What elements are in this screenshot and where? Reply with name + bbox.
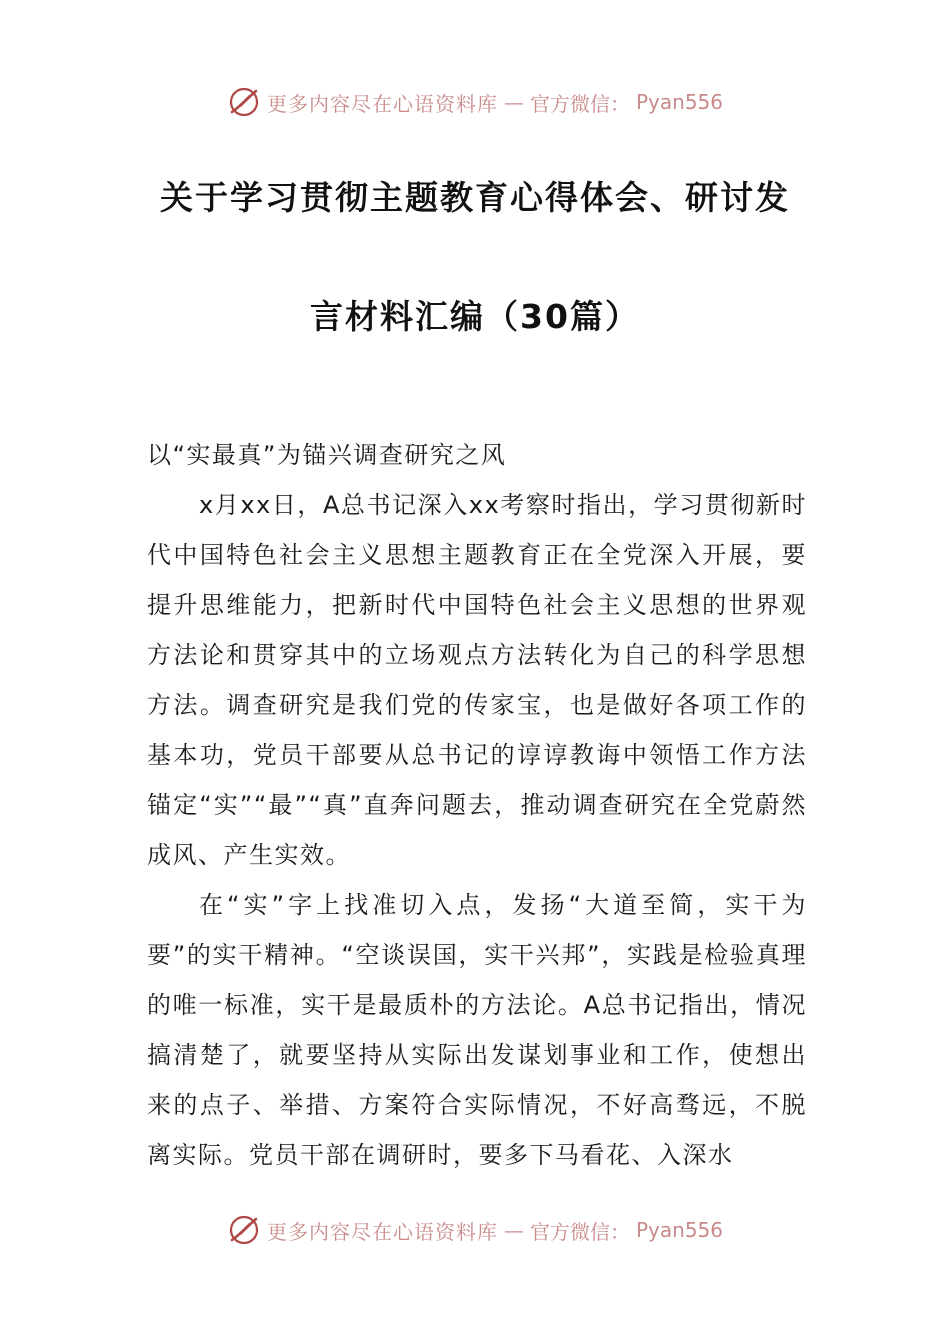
- document-title-line-1: 关于学习贯彻主题教育心得体会、研讨发: [160, 178, 790, 217]
- watermark-dash: —: [503, 1218, 524, 1242]
- watermark-brand: 更多内容尽在心语资料库: [266, 1219, 498, 1244]
- pen-circle-logo-icon: [227, 1213, 261, 1247]
- pen-circle-logo-icon: [227, 85, 261, 119]
- watermark-dash: —: [503, 90, 524, 114]
- document-title-line-2: 言材料汇编（30篇）: [310, 297, 640, 336]
- article-paragraph: 在“实”字上找准切入点，发扬“大道至简，实干为要”的实干精神。“空谈误国，实干兴邦”，实践是检验真理的唯一标准，实干是最质朴的方法论。A总书记指出，情况搞清楚了，就要坚持从实际出发谋划事业和工作，使想出来的点子、举措、方案符合实际情况，不好高骛远，不脱离实际。党员干部在调研时，要多下马看花、入深水: [147, 891, 807, 1169]
- footer-watermark: [0, 1210, 950, 1250]
- watermark-brand: 更多内容尽在心语资料库: [266, 91, 498, 116]
- article-body: [147, 430, 807, 1180]
- article-subtitle: 以“实最真”为锚兴调查研究之风: [147, 441, 507, 469]
- header-watermark: [0, 82, 950, 122]
- article-paragraph: x月xx日，A总书记深入xx考察时指出，学习贯彻新时代中国特色社会主义思想主题教育正在全党深入开展，要提升思维能力，把新时代中国特色社会主义思想的世界观方法论和贯穿其中的立场观点方法转化为自己的科学思想方法。调查研究是我们党的传家宝，也是做好各项工作的基本功，党员干部要从总书记的谆谆教诲中领悟工作方法锚定“实”“最”“真”直奔问题去，推动调查研究在全党蔚然成风、产生实效。: [147, 491, 807, 869]
- watermark-contact-label: 官方微信：: [529, 91, 630, 116]
- watermark-wechat-id: Pyan556: [635, 1218, 723, 1242]
- watermark-contact-label: 官方微信：: [529, 1219, 630, 1244]
- watermark-wechat-id: Pyan556: [635, 90, 723, 114]
